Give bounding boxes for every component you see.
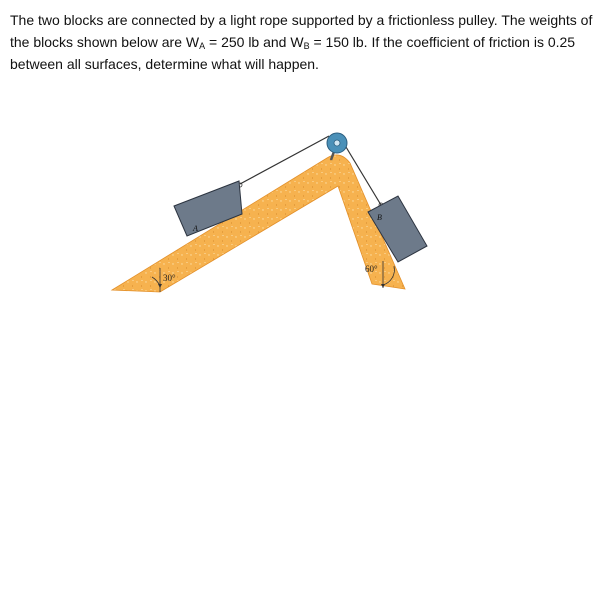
weight-a-subscript: A bbox=[199, 41, 206, 51]
weight-b-subscript: B bbox=[303, 41, 310, 51]
block-a-label: A bbox=[193, 224, 198, 233]
block-b-label: B bbox=[377, 213, 382, 222]
weight-a-value: = 250 lb and W bbox=[205, 34, 304, 50]
weight-b-value: = 150 lb. If the coefficient of friction is 0.25 between all surfaces, determine what will happen. bbox=[10, 34, 576, 72]
incline-surface bbox=[112, 155, 405, 292]
pulley-axle bbox=[334, 140, 340, 146]
angle-label-30: 30° bbox=[163, 273, 176, 283]
problem-intro: The two blocks are connected by a light rope supported by a frictionless pulley. The weights of the blocks shown below are W bbox=[10, 12, 593, 50]
angle-label-60: 60° bbox=[365, 264, 378, 274]
